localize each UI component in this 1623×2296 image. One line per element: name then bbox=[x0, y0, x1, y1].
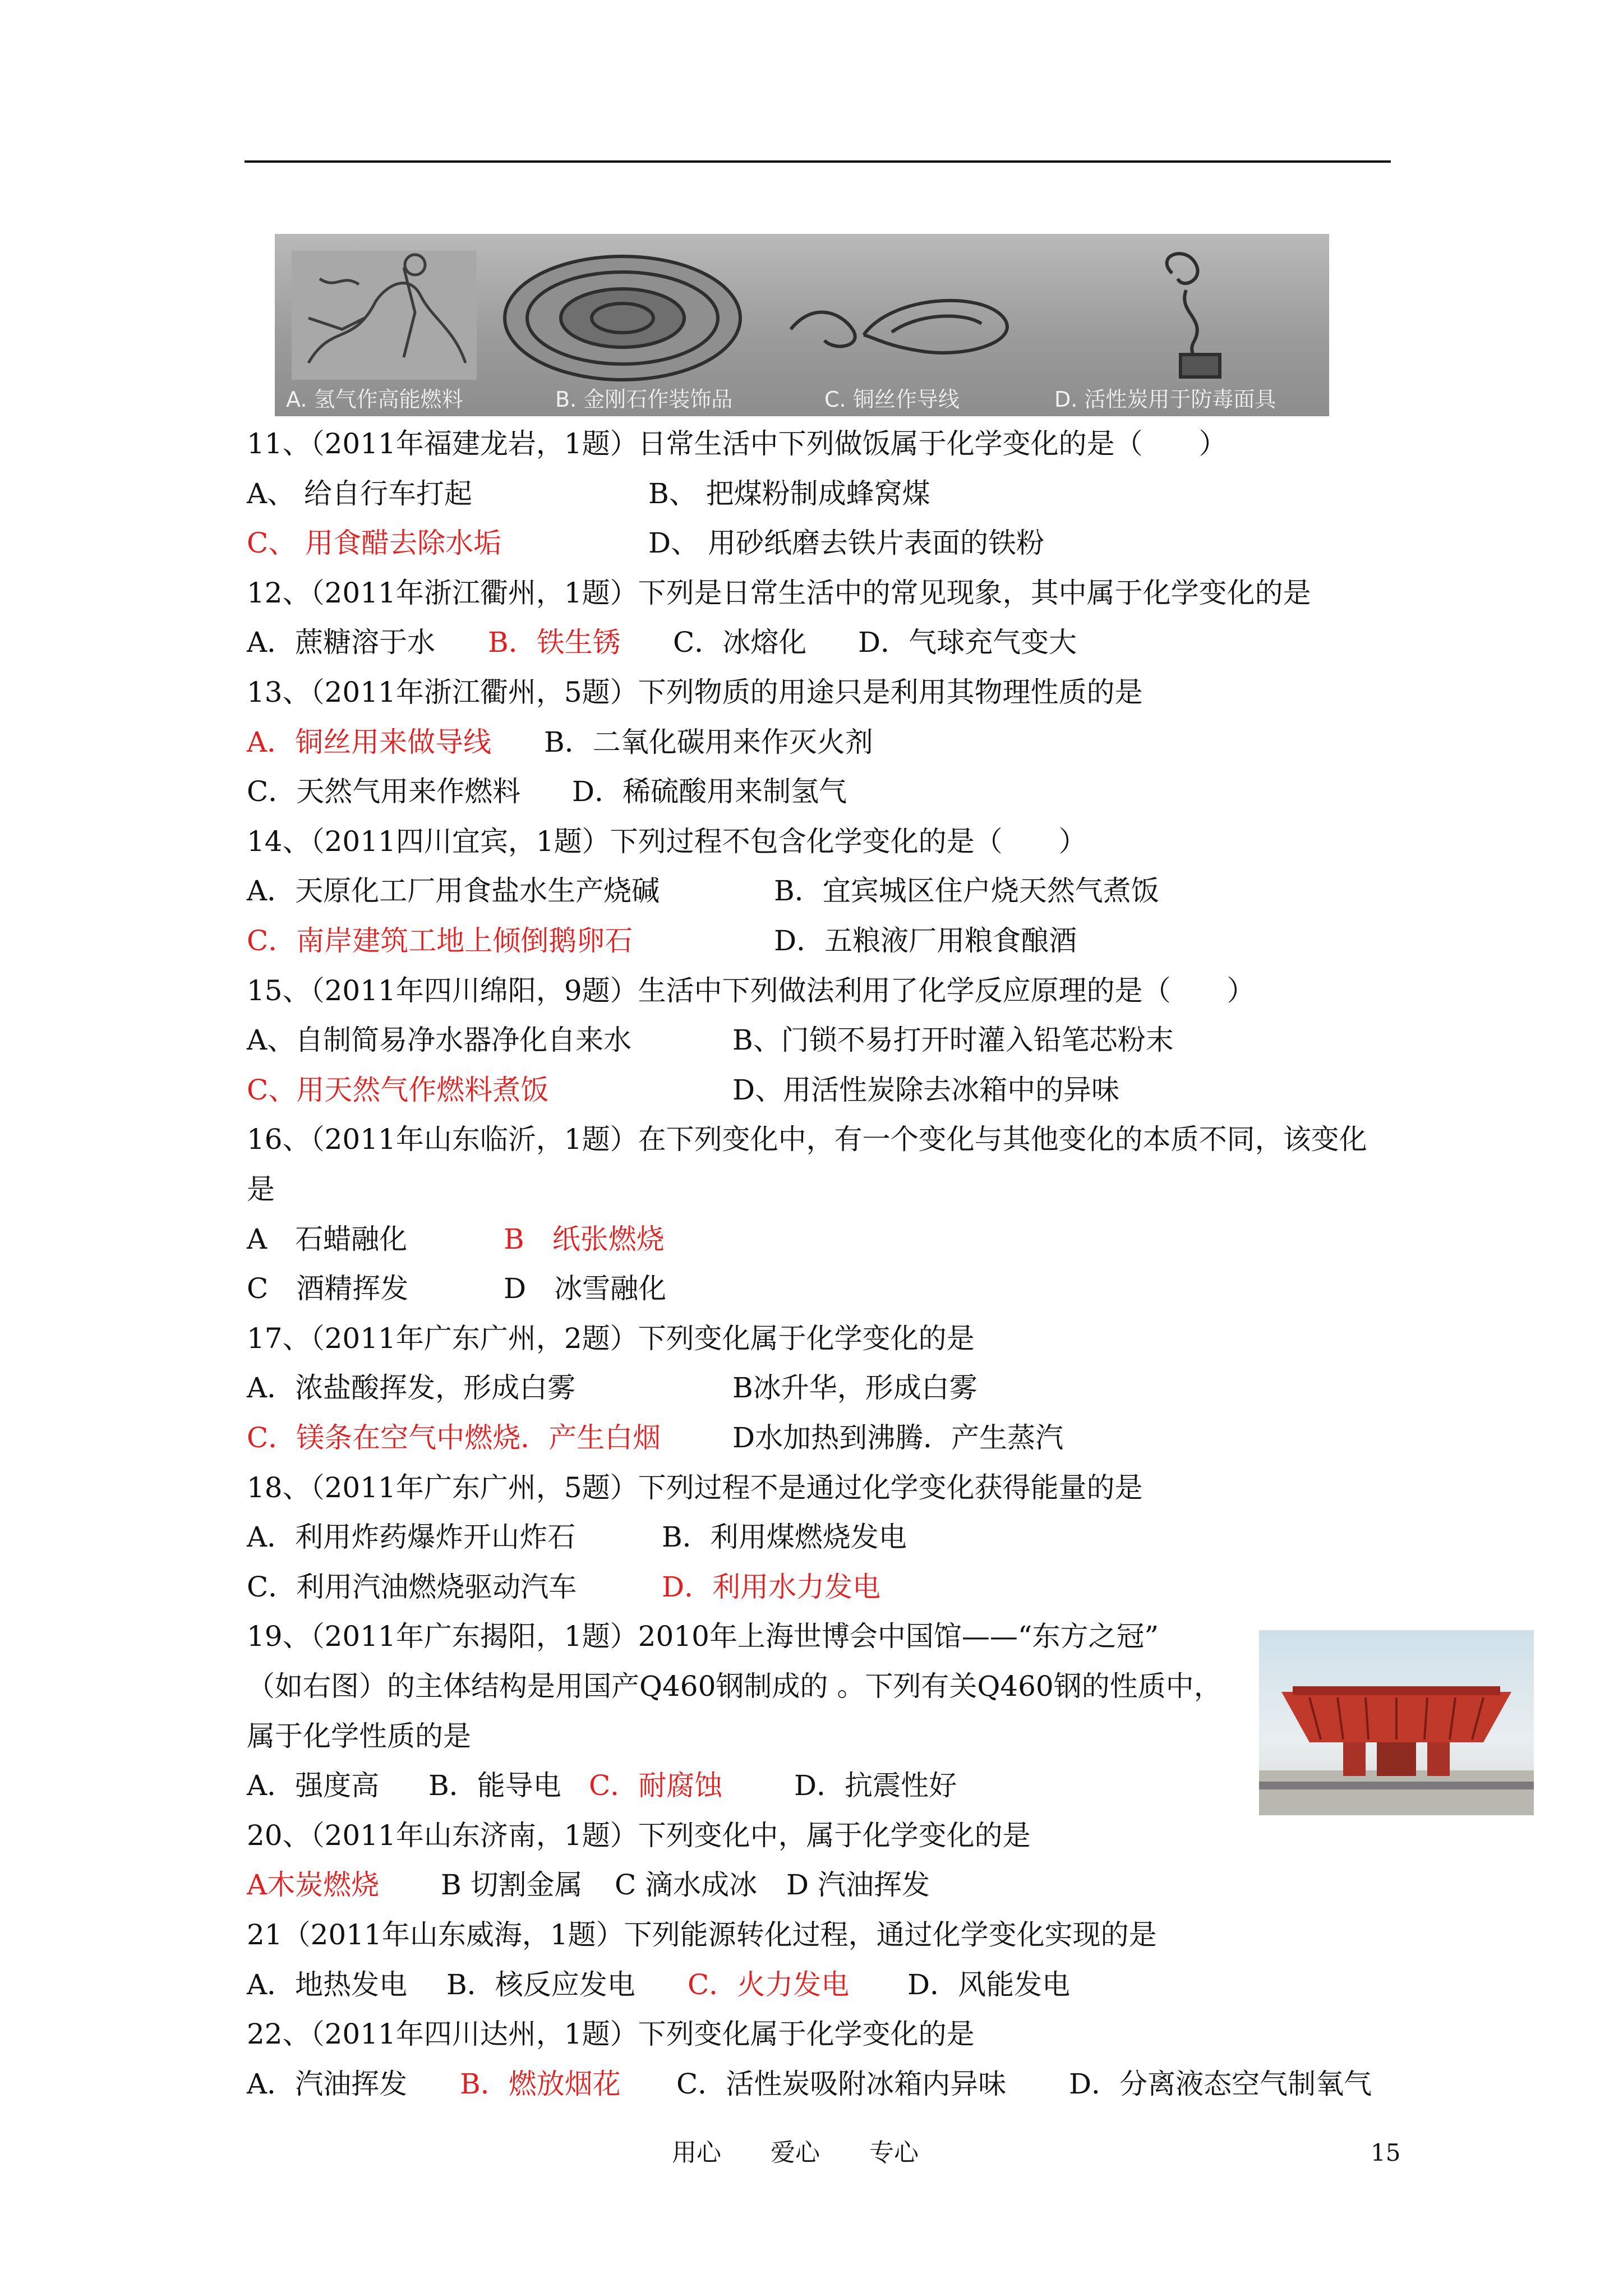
answer-option: B．利用煤燃烧发电 bbox=[662, 1521, 907, 1554]
answer-option: B 切割金属 bbox=[441, 1869, 583, 1902]
answer-option: D．分离液态空气制氧气 bbox=[1069, 2067, 1372, 2100]
answer-option: A．汽油挥发 bbox=[247, 2067, 408, 2100]
answer-option-correct: C、 用食醋去除水垢 bbox=[247, 527, 502, 560]
answer-option: B．核反应发电 bbox=[446, 1968, 635, 2001]
answer-option: D．稀硫酸用来制氢气 bbox=[572, 775, 847, 808]
question-stem: 21（2011年山东威海，1题）下列能源转化过程，通过化学变化实现的是 bbox=[247, 1918, 1157, 1951]
copper-wire-illustration bbox=[791, 301, 1007, 353]
footer-motto: 用心 爱心 专心 bbox=[672, 2138, 919, 2167]
answer-option: A、自制简易净水器净化自来水 bbox=[247, 1024, 632, 1057]
question-stem: 15、（2011年四川绵阳，9题）生活中下列做法利用了化学反应原理的是（ ） bbox=[247, 974, 1255, 1007]
answer-option: C．冰熔化 bbox=[673, 626, 807, 659]
answer-option-correct: A．铜丝用来做导线 bbox=[247, 725, 492, 758]
diamond-ornament-illustration bbox=[505, 256, 740, 380]
answer-option: A 石蜡融化 bbox=[247, 1222, 408, 1255]
question-stem: 13、（2011年浙江衢州，5题）下列物质的用途只是利用其物理性质的是 bbox=[247, 676, 1143, 708]
answer-option-correct: C．火力发电 bbox=[688, 1968, 850, 2001]
answer-option: B．二氧化碳用来作灭火剂 bbox=[544, 725, 873, 758]
answer-option-correct: C、用天然气作燃料煮饭 bbox=[247, 1073, 549, 1106]
question-stem-continued: 属于化学性质的是 bbox=[247, 1719, 471, 1752]
answer-option: B、门锁不易打开时灌入铅笔芯粉末 bbox=[732, 1024, 1174, 1057]
answer-option: D 汽油挥发 bbox=[786, 1869, 930, 1902]
question-stem: 20、（2011年山东济南，1题）下列变化中，属于化学变化的是 bbox=[247, 1819, 1031, 1852]
hydrogen-fuel-illustration bbox=[292, 251, 477, 380]
answer-option: D、 用砂纸磨去铁片表面的铁粉 bbox=[648, 527, 1044, 560]
china-pavilion-photo bbox=[1259, 1630, 1534, 1815]
answer-option: D．风能发电 bbox=[907, 1968, 1071, 2001]
answer-option: B．宜宾城区住户烧天然气煮饭 bbox=[774, 875, 1159, 908]
gas-mask-illustration bbox=[1167, 254, 1220, 377]
answer-option-correct: B．燃放烟花 bbox=[460, 2067, 621, 2100]
answer-option: C．活性炭吸附冰箱内异味 bbox=[676, 2067, 1007, 2100]
answer-option-correct: B．铁生锈 bbox=[488, 626, 621, 659]
caption-b: B. 金刚石作装饰品 bbox=[555, 387, 733, 412]
figure-captions bbox=[275, 384, 1329, 415]
answer-option: A．利用炸药爆炸开山炸石 bbox=[247, 1521, 576, 1554]
question-stem: 14、（2011四川宜宾，1题）下列过程不包含化学变化的是（ ） bbox=[247, 825, 1087, 858]
answer-option: D．五粮液厂用粮食酿酒 bbox=[774, 924, 1077, 957]
answer-option-correct: C．耐腐蚀 bbox=[589, 1769, 723, 1802]
question-stem: 19、（2011年广东揭阳，1题）2010年上海世博会中国馆——“东方之冠” bbox=[247, 1620, 1159, 1653]
answer-option-correct: A木炭燃烧 bbox=[247, 1869, 380, 1902]
answer-option: D、用活性炭除去冰箱中的异味 bbox=[732, 1073, 1120, 1106]
question-stem-continued: （如右图）的主体结构是用国产Q460钢制成的 。下列有关Q460钢的性质中， bbox=[247, 1670, 1222, 1703]
answer-option: B、 把煤粉制成蜂窝煤 bbox=[648, 477, 930, 510]
answer-option: C 滴水成冰 bbox=[615, 1869, 758, 1902]
answer-option-correct: B 纸张燃烧 bbox=[504, 1222, 665, 1255]
question-stem: 16、（2011年山东临沂，1题）在下列变化中，有一个变化与其他变化的本质不同，该变化 bbox=[247, 1123, 1367, 1156]
answer-option: C 酒精挥发 bbox=[247, 1272, 409, 1305]
answer-option: B冰升华，形成白雾 bbox=[732, 1372, 978, 1405]
header-rule bbox=[245, 160, 1391, 163]
question-stem: 17、（2011年广东广州，2题）下列变化属于化学变化的是 bbox=[247, 1322, 975, 1355]
caption-c: C. 铜丝作导线 bbox=[824, 387, 960, 412]
answer-option-correct: C．镁条在空气中燃烧．产生白烟 bbox=[247, 1421, 661, 1454]
question-stem: 11、（2011年福建龙岩，1题）日常生活中下列做饭属于化学变化的是（ ） bbox=[247, 427, 1227, 460]
caption-a: A. 氢气作高能燃料 bbox=[286, 387, 463, 412]
answer-option: A、 给自行车打起 bbox=[247, 477, 473, 510]
answer-option: A．地热发电 bbox=[247, 1968, 408, 2001]
question-stem: 22、（2011年四川达州，1题）下列变化属于化学变化的是 bbox=[247, 2018, 975, 2051]
answer-option: A．浓盐酸挥发，形成白雾 bbox=[247, 1372, 576, 1405]
question-stem: 18、（2011年广东广州，5题）下列过程不是通过化学变化获得能量的是 bbox=[247, 1471, 1143, 1504]
answer-option: B．能导电 bbox=[428, 1769, 561, 1802]
answer-option: C．利用汽油燃烧驱动汽车 bbox=[247, 1570, 577, 1603]
answer-option: A．蔗糖溶于水 bbox=[247, 626, 436, 659]
answer-option: D．气球充气变大 bbox=[858, 626, 1077, 659]
answer-option: A．强度高 bbox=[247, 1769, 380, 1802]
answer-option: D．抗震性好 bbox=[794, 1769, 957, 1802]
answer-option: A．天原化工厂用食盐水生产烧碱 bbox=[247, 875, 660, 908]
question-stem: 12、（2011年浙江衢州，1题）下列是日常生活中的常见现象，其中属于化学变化的是 bbox=[247, 576, 1311, 609]
page-number: 15 bbox=[1371, 2139, 1401, 2166]
figure-strip bbox=[275, 234, 1329, 416]
question-stem-continued: 是 bbox=[247, 1173, 275, 1205]
caption-d: D. 活性炭用于防毒面具 bbox=[1054, 387, 1276, 412]
answer-option-correct: C．南岸建筑工地上倾倒鹅卵石 bbox=[247, 924, 633, 957]
answer-option-correct: D．利用水力发电 bbox=[662, 1570, 881, 1603]
answer-option: D水加热到沸腾．产生蒸汽 bbox=[732, 1421, 1064, 1454]
answer-option: D 冰雪融化 bbox=[504, 1272, 667, 1305]
answer-option: C．天然气用来作燃料 bbox=[247, 775, 521, 808]
